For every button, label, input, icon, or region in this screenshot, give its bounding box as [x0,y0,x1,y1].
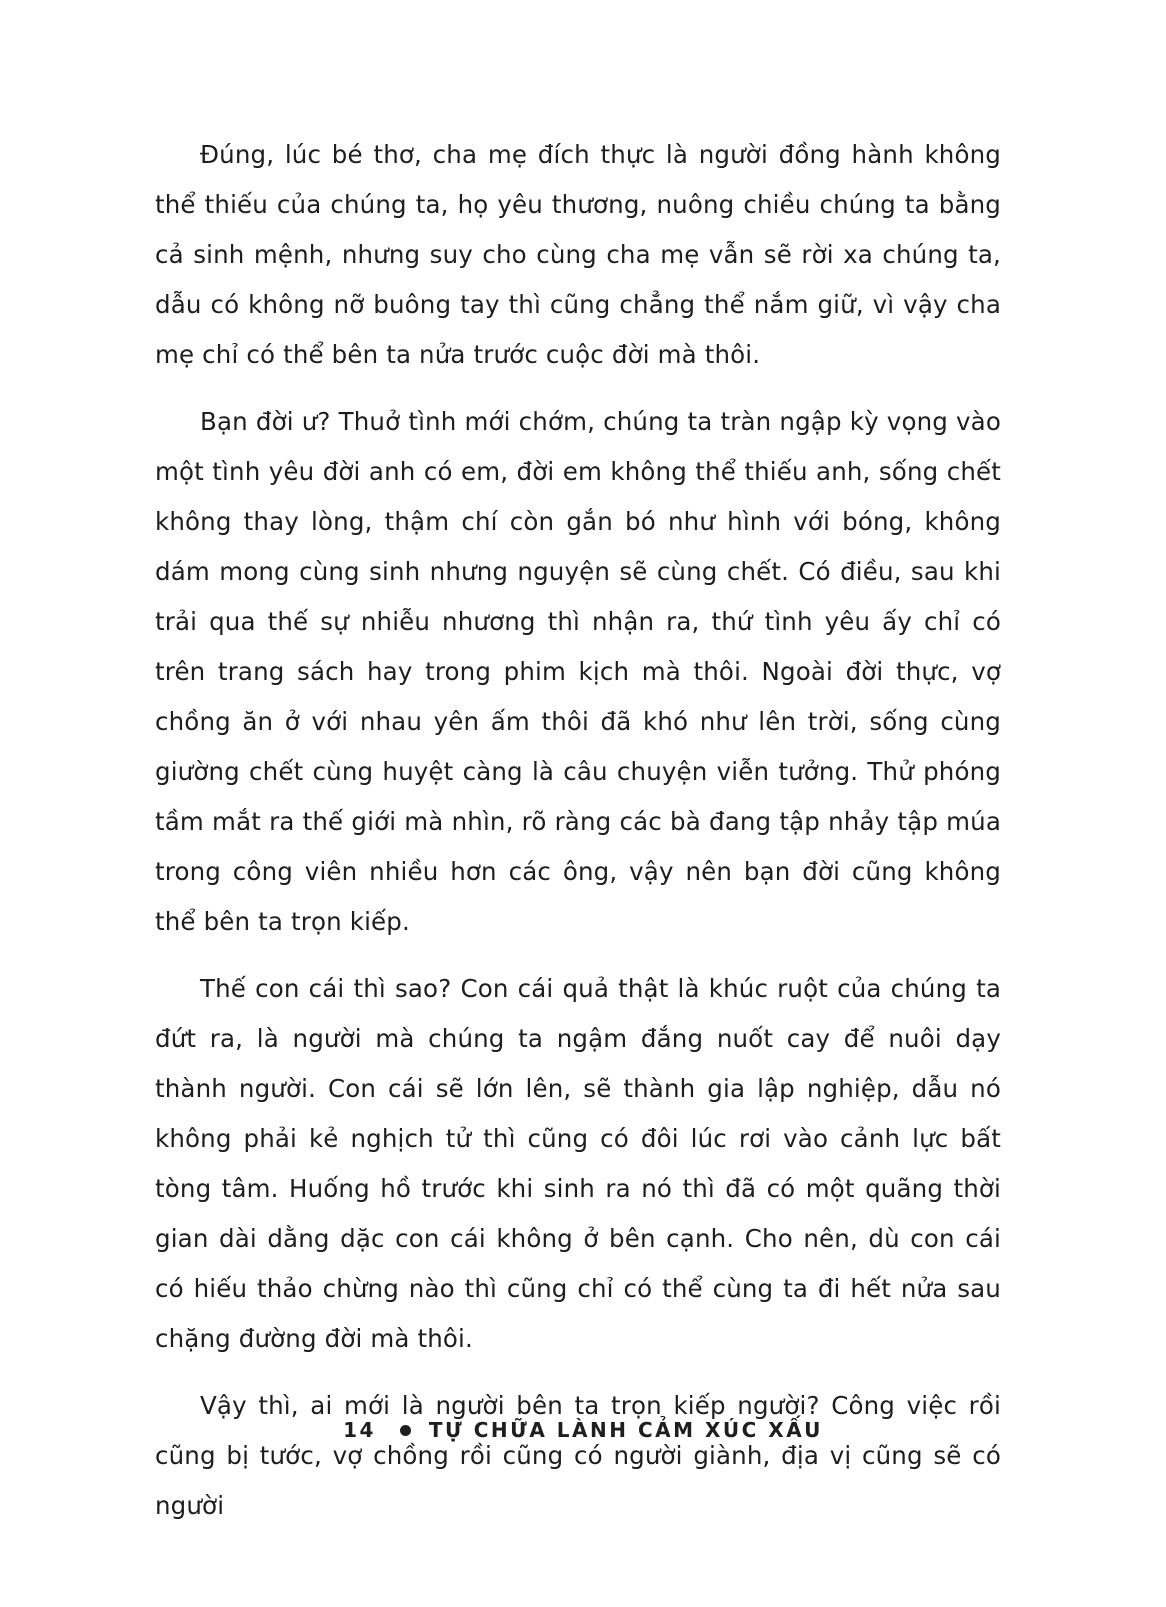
paragraph-children: Thế con cái thì sao? Con cái quả thật là khúc ruột của chúng ta đứt ra, là người mà chúng ta ngậm đắng nuốt cay để nuôi dạy thành người. Con cái sẽ lớn lên, sẽ thành gia lập nghiệp, dẫu nó không phải kẻ nghịch tử thì cũng có đôi lúc rơi vào cảnh lực bất tòng tâm. Huống hồ trước khi sinh ra nó thì đã có một quãng thời gian dài dằng dặc con cái không ở bên cạnh. Cho nên, dù con cái có hiếu thảo chừng nào thì cũng chỉ có thể cùng ta đi hết nửa sau chặng đường đời mà thôi. [155,974,1001,1353]
page-footer [0,1418,1166,1442]
paragraph-parents: Đúng, lúc bé thơ, cha mẹ đích thực là người đồng hành không thể thiếu của chúng ta, họ yêu thương, nuông chiều chúng ta bằng cả sinh mệnh, nhưng suy cho cùng cha mẹ vẫn sẽ rời xa chúng ta, dẫu có không nỡ buông tay thì cũng chẳng thể nắm giữ, vì vậy cha mẹ chỉ có thể bên ta nửa trước cuộc đời mà thôi. [155,140,1001,369]
bullet-separator-icon [400,1425,411,1436]
paragraph-spouse: Bạn đời ư? Thuở tình mới chớm, chúng ta tràn ngập kỳ vọng vào một tình yêu đời anh có em, đời em không thể thiếu anh, sống chết không thay lòng, thậm chí còn gắn bó như hình với bóng, không dám mong cùng sinh nhưng nguyện sẽ cùng chết. Có điều, sau khi trải qua thế sự nhiễu nhương thì nhận ra, thứ tình yêu ấy chỉ có trên trang sách hay trong phim kịch mà thôi. Ngoài đời thực, vợ chồng ăn ở với nhau yên ấm thôi đã khó như lên trời, sống cùng giường chết cùng huyệt càng là câu chuyện viễn tưởng. Thử phóng tầm mắt ra thế giới mà nhìn, rõ ràng các bà đang tập nhảy tập múa trong công viên nhiều hơn các ông, vậy nên bạn đời cũng không thể bên ta trọn kiếp. [155,407,1001,936]
body-text [155,130,1001,1531]
page-number: 14 [343,1418,376,1442]
paragraph-who-stays: Vậy thì, ai mới là người bên ta trọn kiếp người? Công việc rồi cũng bị tước, vợ chồng rồi cũng có người giành, địa vị cũng sẽ có người [155,1391,1001,1520]
book-title: TỰ CHỮA LÀNH CẢM XÚC XẤU [428,1418,823,1442]
